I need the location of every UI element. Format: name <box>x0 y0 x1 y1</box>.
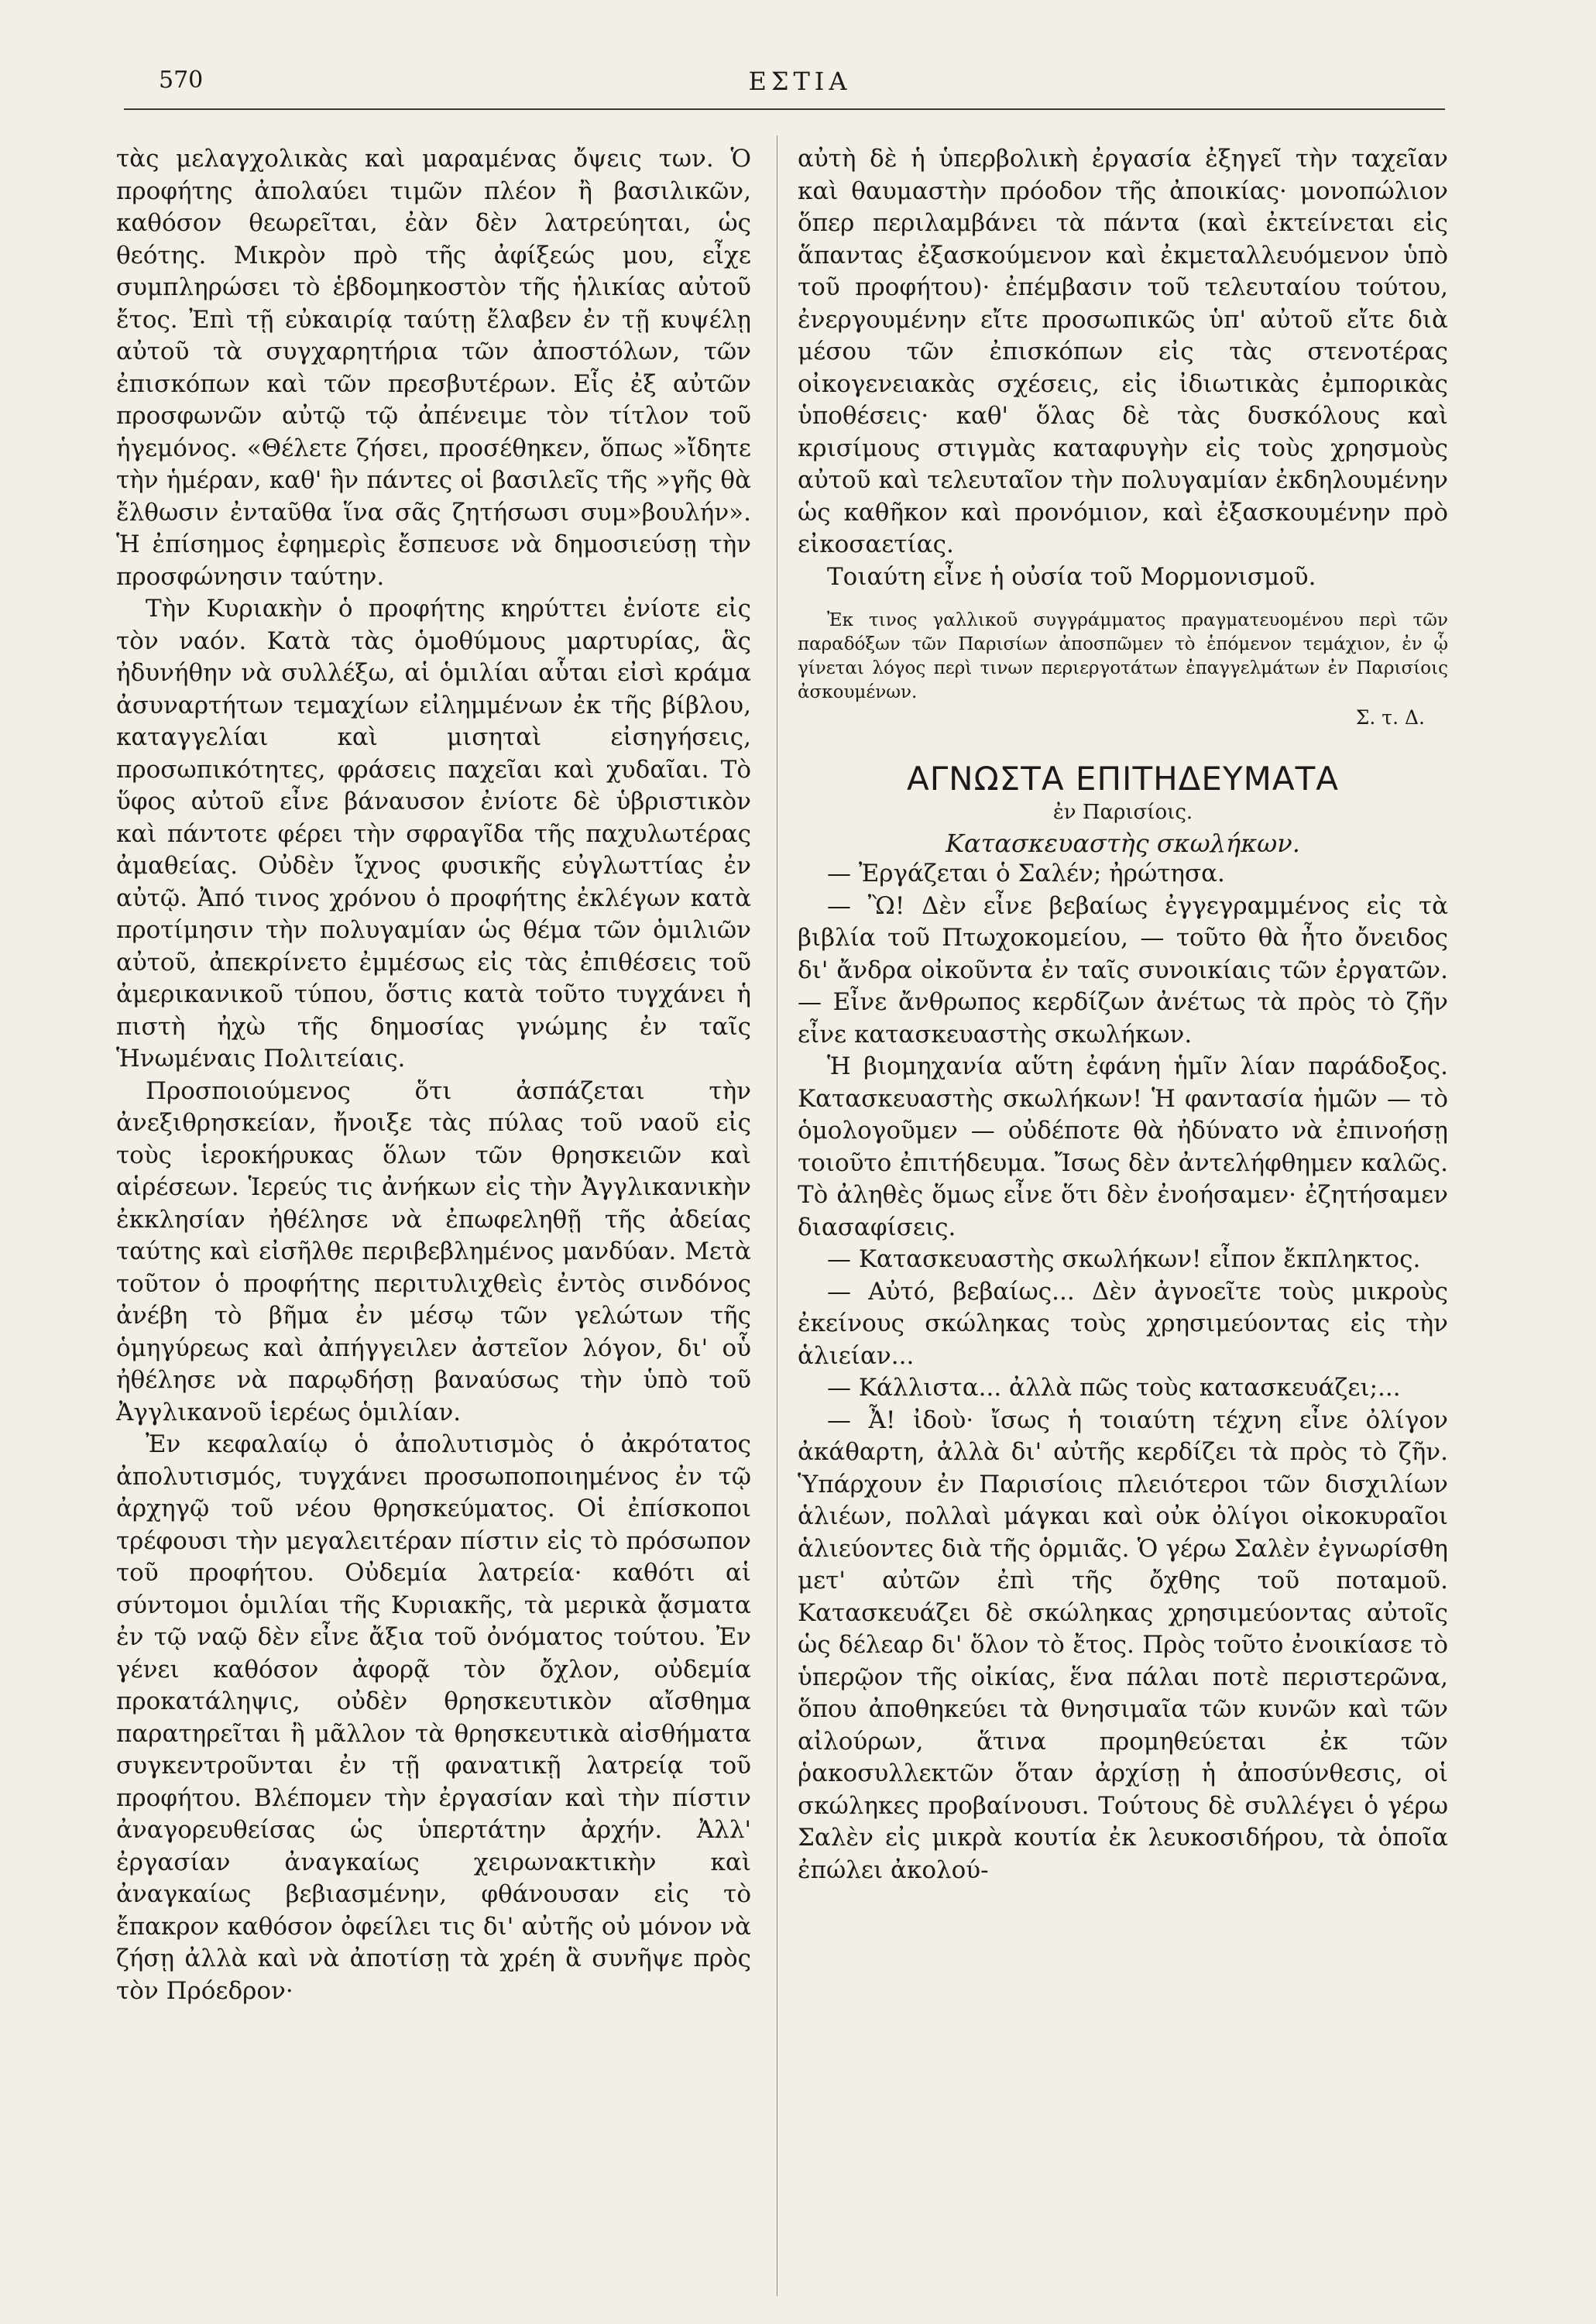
article-paragraph: — Ὢ! Δὲν εἶνε βεβαίως ἐγγεγραμμένος εἰς τὰ βιβλία τοῦ Πτωχοκομείου, — τοῦτο θὰ ἦτο ὄνειδος δι' ἄνδρα οἰκοῦντα ἐν ταῖς συνοικίαις τῶν ἐργατῶν. — Εἶνε ἄνθρωπος κερδίζων ἀνέτως τὰ πρὸς τὸ ζῆν εἶνε κατασκευαστὴς σκωλήκων. <box>798 891 1448 1049</box>
body-paragraph: Τὴν Κυριακὴν ὁ προφήτης κηρύττει ἐνίοτε εἰς τὸν ναόν. Κατὰ τὰς ὁμοθύμους μαρτυρίας, ἃς ἠδυνήθην νὰ συλλέξω, αἱ ὁμιλίαι αὗται εἰσὶ κράμα ἀσυναρτήτων τεμαχίων εἰλημμένων ἐκ τῆς βίβλου, καταγγελίαι καὶ μισηταὶ εἰσηγήσεις, προσωπικότητες, φράσεις παχεῖαι καὶ χυδαῖαι. Τὸ ὕφος αὐτοῦ εἶνε βάναυσον ἐνίοτε δὲ ὑβριστικὸν καὶ πάντοτε φέρει τὴν σφραγῖδα τῆς παχυλωτέρας ἀμαθείας. Οὐδὲν ἴχνος φυσικῆς εὐγλωττίας ἐν αὐτῷ. Ἀπό τινος χρόνου ὁ προφήτης ἐκλέγων κατὰ προτίμησιν τὴν πολυγαμίαν ὡς θέμα τῶν ὁμιλιῶν αὐτοῦ, ἀπεκρίνετο ἐμμέσως εἰς τὰς ἐπιθέσεις τοῦ ἀμερικανικοῦ τύπου, ὅστις κατὰ τοῦτο τυγχάνει ἡ πιστὴ ἠχὼ τῆς δημοσίας γνώμης ἐν ταῖς Ἡνωμέναις Πολιτείαις. <box>116 595 751 1073</box>
editorial-note <box>798 609 1448 729</box>
body-paragraph: Ἐν κεφαλαίῳ ὁ ἀπολυτισμὸς ὁ ἀκρότατος ἀπολυτισμός, τυγχάνει προσωποποιημένος ἐν τῷ ἀρχηγῷ τοῦ νέου θρησκεύματος. Οἱ ἐπίσκοποι τρέφουσι τὴν μεγαλειτέραν πίστιν εἰς τὸ πρόσωπον τοῦ προφήτου. Οὐδεμία λατρεία· καθότι αἱ σύντομοι ὁμιλίαι τῆς Κυριακῆς, τὰ μερικὰ ᾄσματα ἐν τῷ ναῷ δὲν εἶνε ἄξια τοῦ ὀνόματος τούτου. Ἐν γένει καθόσον ἀφορᾷ τὸν ὄχλον, οὐδεμία προκατάληψις, οὐδὲν θρησκευτικὸν αἴσθημα παρατηρεῖται ἢ μᾶλλον τὰ θρησκευτικὰ αἰσθήματα συγκεντροῦνται ἐν τῇ φανατικῇ λατρείᾳ τοῦ προφήτου. Βλέπομεν τὴν ἐργασίαν καὶ τὴν πίστιν ἀναγορευθείσας ὡς ὑπερτάτην ἀρχήν. Ἀλλ' ἐργασίαν ἀναγκαίως χειρωνακτικὴν καὶ ἀναγκαίως βεβιασμένην, φθάνουσαν εἰς τὸ ἔπακρον καθόσον ὀφείλει τις δι' αὐτῆς οὐ μόνον νὰ ζήσῃ ἀλλὰ καὶ νὰ ἀποτίσῃ τὰ χρέη ἃ συνῆψε πρὸς τὸν Πρόεδρον· <box>116 1430 751 2005</box>
section-title: ΑΓΝΩΣΤΑ ΕΠΙΤΗΔΕΥΜΑΤΑ <box>907 760 1339 798</box>
article-paragraph: — Ἐργάζεται ὁ Σαλέν; ἠρώτησα. <box>827 860 1225 887</box>
page-header <box>159 67 1441 105</box>
section-subtitle: ἐν Παρισίοις. <box>1052 801 1193 824</box>
body-paragraph: Τοιαύτη εἶνε ἡ οὐσία τοῦ Μορμονισμοῦ. <box>827 562 1316 591</box>
body-paragraph: τὰς μελαγχολικὰς καὶ μαραμένας ὄψεις των. Ὁ προφήτης ἀπολαύει τιμῶν πλέον ἢ βασιλικῶν, καθόσον θεωρεῖται, ἐὰν δὲν λατρεύηται, ὡς θεότης. Μικρὸν πρὸ τῆς ἀφίξεώς μου, εἶχε συμπληρώσει τὸ ἑβδομηκοστὸν τῆς ἡλικίας αὐτοῦ ἔτος. Ἐπὶ τῇ εὐκαιρίᾳ ταύτῃ ἔλαβεν ἐν τῇ κυψέλῃ αὐτοῦ τὰ συγχαρητήρια τῶν ἀποστόλων, τῶν ἐπισκόπων καὶ τῶν πρεσβυτέρων. Εἷς ἐξ αὐτῶν προσφωνῶν αὐτῷ τῷ ἀπένειμε τὸν τίτλον τοῦ ἡγεμόνος. «Θέλετε ζήσει, προσέθηκεν, ὅπως »ἴδητε τὴν ἡμέραν, καθ' ἣν πάντες οἱ βασιλεῖς τῆς »γῆς θὰ ἔλθωσιν ἐνταῦθα ἵνα σᾶς ζητήσωσι συμ»βουλήν». Ἡ ἐπίσημος ἐφημερὶς ἔσπευσε νὰ δημοσιεύσῃ τὴν προσφώνησιν ταύτην. <box>116 145 751 591</box>
running-title: ΕΣΤΙΑ <box>748 67 852 96</box>
header-rule <box>124 108 1445 110</box>
article-title: Κατασκευαστὴς σκωλήκων. <box>946 829 1300 858</box>
body-paragraph: αὐτὴ δὲ ἡ ὑπερβολικὴ ἐργασία ἐξηγεῖ τὴν ταχεῖαν καὶ θαυμαστὴν πρόοδον τῆς ἀποικίας· μονοπώλιον ὅπερ περιλαμβάνει τὰ πάντα (καὶ ἐκτείνεται εἰς ἅπαντας ἐξασκούμενον καὶ ἐκμεταλλευόμενον ὑπὸ τοῦ προφήτου)· ἐπέμβασιν τοῦ τελευταίου τούτου, ἐνεργουμένην εἴτε προσωπικῶς ὑπ' αὐτοῦ εἴτε διὰ μέσου τῶν ἐπισκόπων εἰς τὰς στενοτέρας οἰκογενειακὰς σχέσεις, εἰς ἰδιωτικὰς ἐμπορικὰς ὑποθέσεις· καθ' ὅλας δὲ τὰς δυσκόλους καὶ κρισίμους στιγμὰς καταφυγὴν εἰς τοὺς χρησμοὺς αὐτοῦ καὶ τελευταῖον τὴν πολυγαμίαν ἐκδηλουμένην ὡς καθῆκον καὶ προνόμιον, καὶ ἐξασκουμένην πρὸ εἰκοσαετίας. <box>798 145 1448 558</box>
editorial-note-signature: Σ. τ. Δ. <box>1355 706 1425 729</box>
right-column <box>798 143 1448 1886</box>
article-paragraph: — Κάλλιστα... ἀλλὰ πῶς τοὺς κατασκευάζει;... <box>827 1374 1401 1402</box>
editorial-note-text: Ἐκ τινος γαλλικοῦ συγγράμματος πραγματευομένου περὶ τῶν παραδόξων τῶν Παρισίων ἀποσπῶμεν τὸ ἑπόμενον τεμάχιον, ἐν ᾧ γίνεται λόγος περὶ τινων περιεργοτάτων ἐπαγγελμάτων ἐν Παρισίοις ἀσκουμένων. <box>798 610 1448 702</box>
article-paragraph: Ἡ βιομηχανία αὕτη ἐφάνη ἡμῖν λίαν παράδοξος. Κατασκευαστὴς σκωλήκων! Ἡ φαντασία ἡμῶν — τὸ ὁμολογοῦμεν — οὐδέποτε θὰ ἠδύνατο νὰ ἐπινοήσῃ τοιοῦτο ἐπιτήδευμα. Ἴσως δὲν ἀντελήφθημεν καλῶς. Τὸ ἀληθὲς ὅμως εἶνε ὅτι δὲν ἐνοήσαμεν· ἐζητήσαμεν διασαφίσεις. <box>798 1052 1448 1241</box>
body-paragraph: Προσποιούμενος ὅτι ἀσπάζεται τὴν ἀνεξιθρησκείαν, ἤνοιξε τὰς πύλας τοῦ ναοῦ εἰς τοὺς ἱεροκήρυκας ὅλων τῶν θρησκειῶν καὶ αἱρέσεων. Ἱερεύς τις ἀνήκων εἰς τὴν Ἀγγλικανικὴν ἐκκλησίαν ἠθέλησε νὰ ἐπωφεληθῇ τῆς ἀδείας ταύτης καὶ εἰσῆλθε περιβεβλημένος μανδύαν. Μετὰ τοῦτον ὁ προφήτης περιτυλιχθεὶς ἐντὸς σινδόνος ἀνέβη τὸ βῆμα ἐν μέσῳ τῶν γελώτων τῆς ὁμηγύρεως καὶ ἀπήγγειλεν ἀστεῖον λόγον, δι' οὗ ἠθέλησε νὰ παρῳδήσῃ βαναύσως τὴν ὑπὸ τοῦ Ἀγγλικανοῦ ἱερέως ὁμιλίαν. <box>116 1076 751 1426</box>
article-paragraph: — Κατασκευαστὴς σκωλήκων! εἶπον ἔκπληκτος. <box>827 1245 1421 1273</box>
page-number: 570 <box>159 67 204 94</box>
article-paragraph: — Αὐτό, βεβαίως... Δὲν ἀγνοεῖτε τοὺς μικροὺς ἐκείνους σκώληκας τοὺς χρησιμεύοντας εἰς τὴν ἁλιείαν... <box>798 1277 1448 1370</box>
article-paragraph: — Ἆ! ἰδοὺ· ἴσως ἡ τοιαύτη τέχνη εἶνε ὀλίγον ἀκάθαρτη, ἀλλὰ δι' αὐτῆς κερδίζει τὰ πρὸς τὸ ζῆν. Ὑπάρχουν ἐν Παρισίοις πλειότεροι τῶν δισχιλίων ἁλιέων, πολλαὶ μάγκαι καὶ οὐκ ὀλίγοι οἰκοκυραῖοι ἁλιεύοντες διὰ τῆς ὁρμιᾶς. Ὁ γέρω Σαλὲν ἐγνωρίσθη μετ' αὐτῶν ἐπὶ τῆς ὄχθης τοῦ ποταμοῦ. Κατασκευάζει δὲ σκώληκας χρησιμεύοντας αὐτοῖς ὡς δέλεαρ δι' ὅλον τὸ ἔτος. Πρὸς τοῦτο ἐνοικίασε τὸ ὑπερῷον τῆς οἰκίας, ἕνα πάλαι ποτὲ περιστερῶνα, ὅπου ἀποθηκεύει τὰ θνησιμαῖα τῶν κυνῶν καὶ τῶν αἰλούρων, ἅτινα προμηθεύεται ἐκ τῶν ῥακοσυλλεκτῶν ὅταν ἀρχίσῃ ἡ ἀποσύνθεσις, οἱ σκώληκες προβαίνουσι. Τούτους δὲ συλλέγει ὁ γέρω Σαλὲν εἰς μικρὰ κουτία ἐκ λευκοσιδήρου, τὰ ὁποῖα ἐπώλει ἀκολού- <box>798 1406 1448 1884</box>
left-column <box>116 143 751 2007</box>
